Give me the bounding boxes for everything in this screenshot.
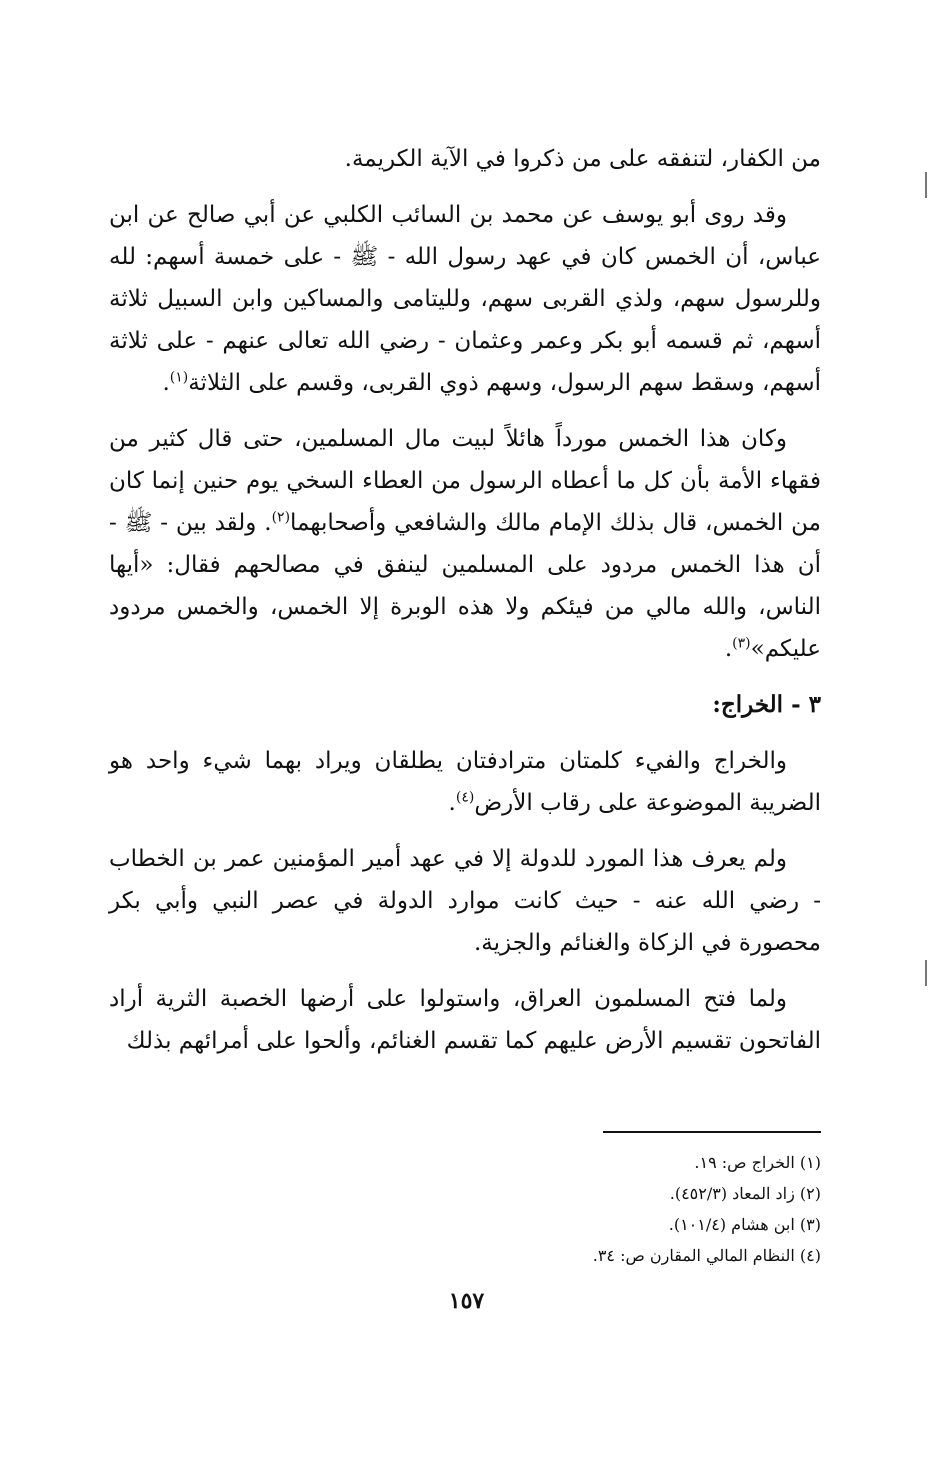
main-text (109, 138, 821, 1076)
footnote-3: (٣) ابن هشام (١٠١/٤). (668, 1215, 821, 1234)
paragraph-3 (109, 418, 821, 670)
paragraph-4-text: والخراج والفيء كلمتان مترادفتان يطلقان ويراد بهما شيء واحد هو الضريبة الموضوعة على رقاب الأرض (109, 748, 821, 816)
paragraph-4 (109, 740, 821, 824)
margin-mark-bottom (925, 960, 927, 986)
paragraph-4-end: . (448, 790, 456, 816)
footnote-ref-2: (٢) (271, 509, 291, 526)
paragraph-2-end: . (162, 370, 170, 396)
footnote-4: (٤) النظام المالي المقارن ص: ٣٤. (592, 1246, 821, 1265)
footnote-ref-4: (٤) (455, 789, 475, 806)
paragraph-1 (109, 138, 821, 180)
footnote-ref-1: (١) (169, 369, 189, 386)
paragraph-2-text: وقد روى أبو يوسف عن محمد بن السائب الكلبي عن أبي صالح عن ابن عباس، أن الخمس كان في عهد رسول الله - ﷺ - على خمسة أسهم: لله وللرسول سهم، ولذي القربى سهم، ولليتامى والمساكين وابن السبيل ثلاثة أسهم، ثم قسمه أبو بكر وعمر وعثمان - رضي الله تعالى عنهم - على ثلاثة أسهم، وسقط سهم الرسول، وسهم ذوي القربى، وقسم على الثلاثة (109, 202, 821, 396)
paragraph-6-text: ولما فتح المسلمون العراق، واستولوا على أرضها الخصبة الثرية أراد الفاتحون تقسيم الأرض عليهم كما تقسم الغنائم، وألحوا على أمرائهم بذلك (109, 986, 821, 1054)
footnotes (321, 1147, 821, 1271)
section-heading: ٣ - الخراج: (712, 691, 821, 718)
footnote-ref-3: (٣) (732, 635, 751, 652)
footnote-divider (603, 1131, 821, 1133)
paragraph-5 (109, 838, 821, 964)
paragraph-3-end: . (724, 636, 733, 662)
paragraph-2 (109, 194, 821, 404)
paragraph-1-text: من الكفار، لتنفقه على من ذكروا في الآية الكريمة. (344, 146, 821, 172)
paragraph-3-text: وكان هذا الخمس مورداً هائلاً لبيت مال المسلمين، حتى قال كثير من فقهاء الأمة بأن كل ما أعطاه الرسول من العطاء السخي يوم حنين إنما كان من الخمس، قال بذلك الإمام مالك والشافعي وأصحابهما (109, 426, 821, 536)
paragraph-5-text: ولم يعرف هذا المورد للدولة إلا في عهد أمير المؤمنين عمر بن الخطاب - رضي الله عنه - حيث كانت موارد الدولة في عصر النبي وأبي بكر محصورة في الزكاة والغنائم والجزية. (109, 846, 821, 956)
margin-mark-top (925, 172, 927, 198)
paragraph-6 (109, 978, 821, 1062)
footnote-2: (٢) زاد المعاد (٤٥٢/٣). (669, 1184, 821, 1203)
paragraph-3-middle: . ولقد بين - ﷺ - أن هذا الخمس مردود على المسلمين لينفق في مصالحهم فقال: «أيها الناس، والله مالي من فيئكم ولا هذه الوبرة إلا الخمس، والخمس مردود عليكم» (109, 510, 821, 662)
footnote-1: (١) الخراج ص: ١٩. (694, 1153, 821, 1172)
page-number: ١٥٧ (448, 1288, 485, 1314)
